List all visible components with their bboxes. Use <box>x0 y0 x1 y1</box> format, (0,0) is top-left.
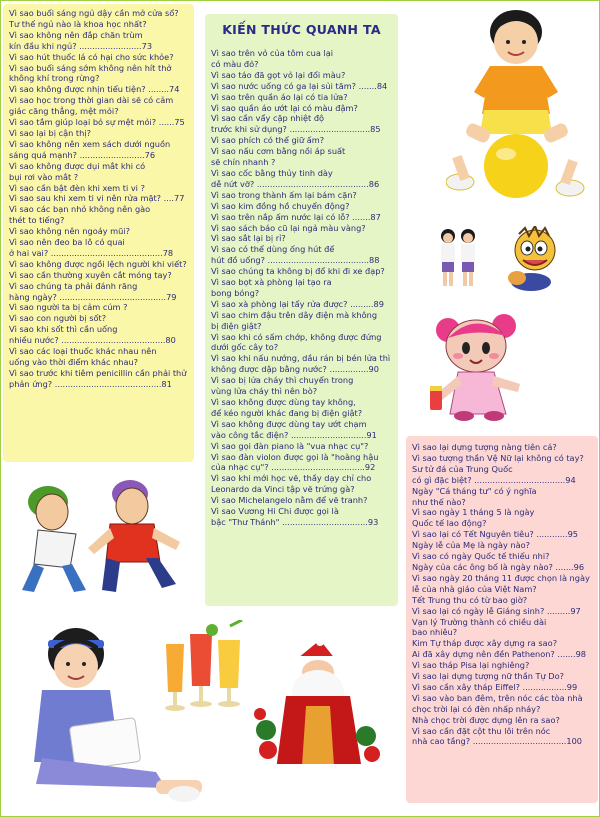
toc-right-item: Kim Tự tháp được xây dựng ra sao? <box>412 638 558 649</box>
toc-left-item: Vì sao nên đeo ba lô có quai ở hai vai? ...........................................78 <box>9 237 174 258</box>
section-title: KIẾN THỨC QUANH TA <box>222 22 381 37</box>
toc-middle-item: Vì sao bị lửa cháy thì chuyển trong vùng lửa cháy thì nên bò? <box>211 375 354 397</box>
toc-left-item: Vì sao các loại thuốc khác nhau nên uống vào thời điểm khác nhau? <box>9 346 157 367</box>
toc-right-item: Vì sao lại có ngày lễ Giáng sinh? .........97 <box>412 605 581 616</box>
toc-left-item: Vì sao con người bị sốt? <box>9 313 107 324</box>
toc-left-item: Vì sao không nên đắp chăn trùm kín đầu khi ngủ? ........................73 <box>9 29 153 51</box>
toc-right-item: Ai đã xây dựng nên đền Pathenon? .......98 <box>412 649 587 660</box>
toc-middle-item: Vì sao xà phòng lại tẩy rửa được? .........89 <box>211 298 384 309</box>
toc-middle-item: Vì sao nước uống có ga lại sủi tăm? .......84 <box>211 80 388 91</box>
toc-left-item: Vì sao lại bị cận thị? <box>9 127 91 138</box>
toc-right-item: Tết Trung thu có từ bao giờ? <box>412 594 528 605</box>
toc-right-item: Vì sao cần đặt cột thu lôi trên nóc nhà cao tầng? ....................................100 <box>412 725 583 747</box>
toc-right-item: Vì sao tháp Pisa lại nghiêng? <box>412 660 530 671</box>
toc-left-item: Vì sao trước khi tiêm penicillin cần phải thử phản ứng? .........................................81 <box>9 367 187 389</box>
toc-middle-item: Vì sao khi có sấm chớp, không được đứng dưới gốc cây to? <box>211 331 382 353</box>
toc-left-item: Vì sao chúng ta phải đánh răng hàng ngày? .........................................79 <box>9 280 177 302</box>
toc-middle-item: Vì sao bọt xà phòng lại tạo ra bong bóng? <box>211 277 332 298</box>
toc-left-item: Vì sao người ta bị cảm cúm ? <box>9 302 128 313</box>
cartoon-girl-pink-hair <box>428 310 542 422</box>
toc-middle-item: Vì sao Vương Hi Chi được gọi là bậc "Thư Thánh" .................................93 <box>211 506 379 527</box>
toc-middle-item: Vì sao trong thành ấm lại bám cặn? <box>211 189 357 200</box>
boy-on-ball-photo <box>446 6 586 202</box>
toc-left-item: Tư thế ngủ nào là khoa học nhất? <box>9 18 147 29</box>
toc-middle-item: Vì sao cốc bằng thủy tinh dày dễ nứt vỡ? ...........................................86 <box>211 167 380 189</box>
toc-list-right <box>412 442 595 747</box>
toc-middle-item: Vì sao kim đồng hồ chuyển động? <box>211 200 350 211</box>
toc-left-item: Vì sao cần bật đèn khi xem ti vi ? <box>9 182 145 193</box>
toc-left-item: Vì sao cần thường xuyên cắt móng tay? <box>9 269 172 280</box>
toc-middle-item: Vì sao có thể dùng ống hút để hút đồ uống? .......................................88 <box>211 244 380 266</box>
toc-right-item: Ngày của các ông bố là ngày nào? .......96 <box>412 561 585 572</box>
toc-middle-item: Vì sao Michelangelo nằm để vẽ tranh? <box>211 495 368 506</box>
toc-right-item: Vì sao cần xây tháp Eiffel? .................99 <box>412 681 578 692</box>
toc-middle-item: Vì sao sắt lại bị rỉ? <box>211 233 286 244</box>
toc-middle-item: Vì sao nấu cơm bằng nồi áp suất sẽ chín nhanh ? <box>211 146 346 168</box>
toc-left-item: Vì sao buổi sáng sớm không nên hít thở không khí trong rừng? <box>9 62 172 84</box>
toc-left-item: Vì sao không nên ngoáy mũi? <box>9 226 130 237</box>
toc-column-middle <box>205 14 398 606</box>
toc-list-left <box>9 8 191 390</box>
toc-right-item: Vì sao ngày 1 tháng 5 là ngày Quốc tế lao động? <box>412 507 535 529</box>
toc-left-item: Vì sao sau khi xem ti vi nên rửa mặt? ....77 <box>9 193 185 204</box>
santa-claus-figure <box>254 640 384 780</box>
toc-right-item: Vì sao lại dựng tượng nàng tiên cá? <box>412 442 557 452</box>
toc-left-item: Vì sao khi sốt thì cần uống nhiều nước? ........................................80 <box>9 324 176 346</box>
toc-middle-item: Vì sao khi nấu nướng, dầu rán bị bén lửa thì không được dập bằng nước? ...............90 <box>211 353 391 375</box>
toc-middle-item: Vì sao không được dùng tay không, để kéo người khác đang bị điện giật? <box>211 397 363 418</box>
juice-glasses-photo <box>160 620 246 716</box>
toc-middle-item: Vì sao không được dùng tay ướt chạm vào công tắc điện? .............................91 <box>211 418 377 440</box>
toc-right-item: Nhà chọc trời được dựng lên ra sao? <box>412 714 560 725</box>
toc-middle-item: Vì sao táo đã gọt vỏ lại đổi màu? <box>211 69 346 80</box>
toc-left-item: Vì sao các bạn nhỏ không nên gào thét to tiếng? <box>9 204 151 226</box>
cartoon-character <box>505 226 561 292</box>
toc-list-middle <box>211 48 395 528</box>
cartoon-two-men <box>12 468 188 596</box>
toc-right-item: Vì sao vào ban đêm, trên nóc các tòa nhà chọc trời lại có đèn nhấp nháy? <box>412 692 583 714</box>
toc-middle-item: Vì sao quần áo ướt lại có màu đậm? <box>211 102 358 113</box>
toc-middle-item: Vì sao trên quần áo lại có tia lửa? <box>211 91 348 102</box>
toc-left-item: Vì sao tắm giúp loại bỏ sự mệt mỏi? ......75 <box>9 117 185 128</box>
toc-right-item: Vì sao lại có Tết Nguyên tiêu? ............95 <box>412 529 579 540</box>
toc-left-item: Vì sao hút thuốc lá có hại cho sức khỏe? <box>9 51 174 62</box>
toc-left-item: Vì sao không được ngồi lệch người khi viết? <box>9 258 187 269</box>
toc-middle-item: Vì sao đàn violon được gọi là "hoàng hậu của nhạc cụ"? ....................................92 <box>211 451 379 473</box>
toc-right-item: Vì sao tượng thần Vệ Nữ lại không có tay? <box>412 452 584 463</box>
toc-middle-item: Vì sao gọi đàn piano là "vua nhạc cụ"? <box>211 440 369 451</box>
toc-right-item: Sư tử đá của Trung Quốc có gì đặc biệt? ...................................94 <box>412 463 576 485</box>
toc-right-item: Vì sao có ngày Quốc tế thiếu nhi? <box>412 551 550 562</box>
toc-left-item: Vì sao không nên xem sách dưới nguồn sáng quá mạnh? .........................76 <box>9 138 171 160</box>
toc-left-item: Vì sao không được nhịn tiểu tiện? ........74 <box>9 84 180 95</box>
toc-middle-item: Vì sao phích có thể giữ ấm? <box>211 135 325 146</box>
toc-middle-item: Vì sao sách báo cũ lại ngả màu vàng? <box>211 222 366 233</box>
toc-column-left <box>3 4 194 462</box>
toc-middle-item: Vì sao khi mới học vẽ, thầy dạy chỉ cho Leonardo da Vinci tập vẽ trứng gà? <box>211 473 372 495</box>
toc-middle-item: Vì sao chúng ta không bị đổ khi đi xe đạp? <box>211 266 385 277</box>
toc-middle-item: Vì sao chim đậu trên dây điện mà không bị điện giật? <box>211 309 378 331</box>
toc-left-item: Vì sao không được dụi mắt khi có bụi rơi vào mắt ? <box>9 160 146 182</box>
toc-left-item: Vì sao buổi sáng ngủ dậy cần mở cửa sổ? <box>9 8 179 18</box>
toc-middle-item: Vì sao trên vỏ của tôm cua lại có màu đỏ? <box>211 48 334 69</box>
toc-right-item: Ngày lễ của Mẹ là ngày nào? <box>412 540 531 551</box>
toc-middle-item: Vì sao cần vẩy cặp nhiệt độ trước khi sử dụng? ...............................85 <box>211 113 381 135</box>
toc-right-item: Vì sao lại dựng tượng nữ thần Tự Do? <box>412 671 564 682</box>
toc-column-right <box>406 436 598 803</box>
toc-right-item: Vì sao ngày 20 tháng 11 được chọn là ngày lễ của nhà giáo của Việt Nam? <box>412 572 590 594</box>
toc-right-item: Vạn lý Trường thành có chiều dài bao nhiêu? <box>412 616 547 638</box>
toc-middle-item: Vì sao trên nắp ấm nước lại có lỗ? .......87 <box>211 211 381 222</box>
two-girls-photo <box>432 226 484 288</box>
toc-right-item: Ngày "Cá tháng tư" có ý nghĩa như thế nào? <box>412 485 537 507</box>
toc-left-item: Vì sao học trong thời gian dài sẽ có cảm giác căng thẳng, mệt mỏi? <box>9 95 174 117</box>
